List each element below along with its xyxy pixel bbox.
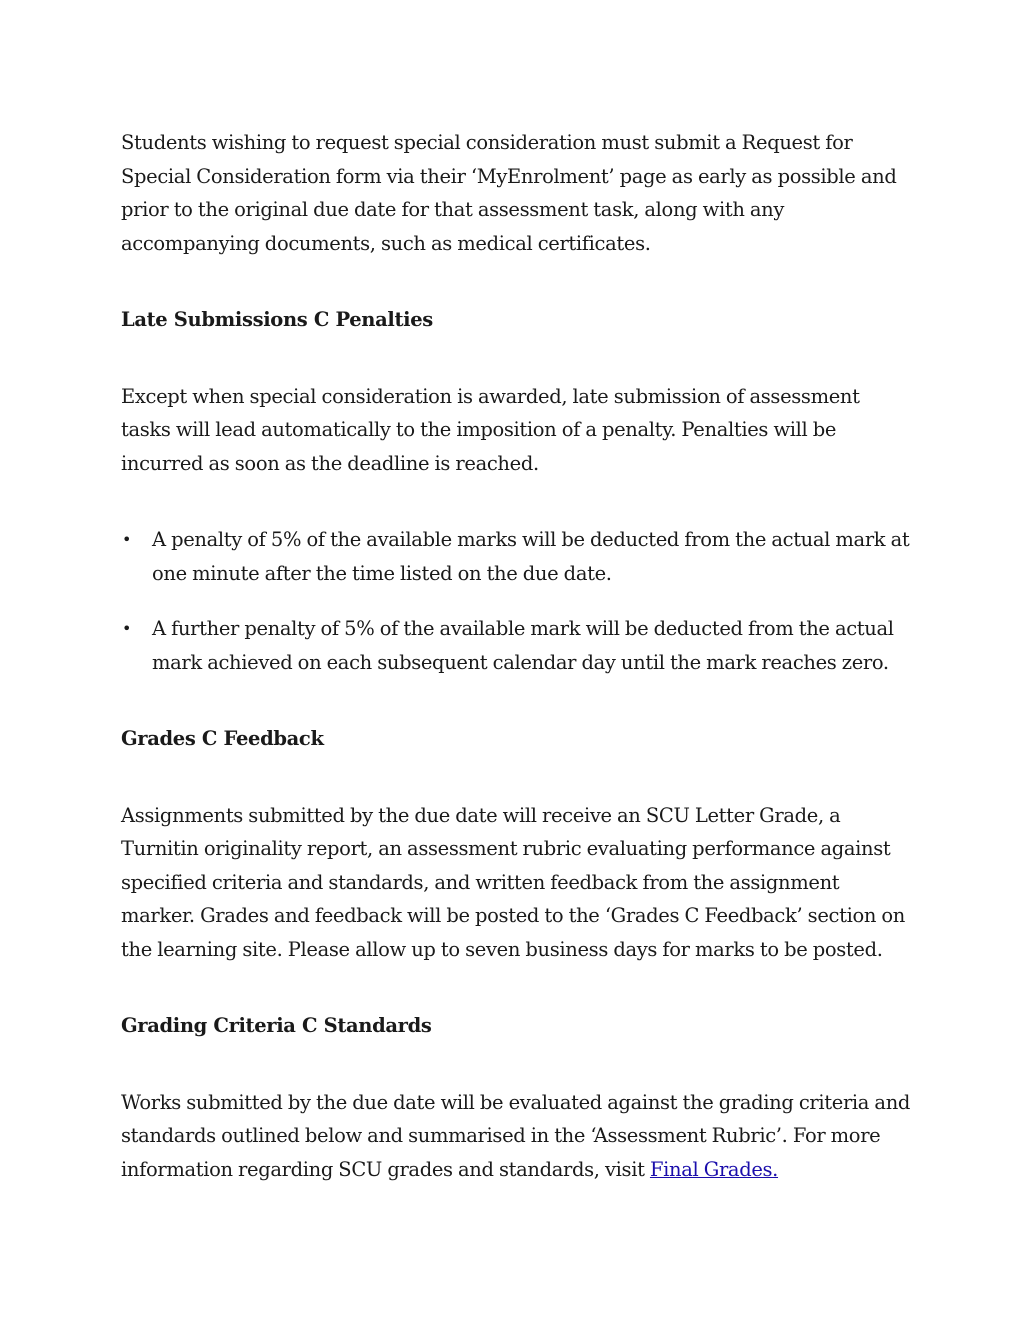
- grades-feedback-paragraph: Assignments submitted by the due date will receive an SCU Letter Grade, a Turnitin originality report, an assessment rubric evaluating performance against specified criteria and standards, and written feedback from the assignment marker. Grades and feedback will be posted to the ‘Grades C Feedback’ section on the learning site. Please allow up to seven business days for marks to be posted.: [121, 803, 906, 961]
- list-item-text: A penalty of 5% of the available marks will be deducted from the actual mark at one minute after the time listed on the due date.: [152, 528, 910, 585]
- spacer: [121, 756, 911, 799]
- grades-feedback-heading: Grades C Feedback: [121, 727, 324, 750]
- spacer: [121, 260, 911, 303]
- list-item: [121, 612, 911, 679]
- spacer: [121, 1043, 911, 1086]
- bullet-icon: •: [122, 619, 132, 638]
- grading-criteria-heading: Grading Criteria C Standards: [121, 1014, 432, 1037]
- spacer: [121, 337, 911, 380]
- spacer: [121, 480, 911, 523]
- intro-paragraph: Students wishing to request special consideration must submit a Request for Special Consideration form via their ‘MyEnrolment’ page as early as possible and prior to the original due date for that assessment task, along with any accompanying documents, such as medical certificates.: [121, 131, 897, 255]
- late-submissions-heading: Late Submissions C Penalties: [121, 308, 433, 331]
- bullet-icon: •: [122, 530, 132, 549]
- penalty-list: [121, 523, 911, 679]
- spacer: [121, 966, 911, 1009]
- grading-criteria-text: Works submitted by the due date will be evaluated against the grading criteria and standards outlined below and summarised in the ‘Assessment Rubric’. For more information regarding SCU grades and standards, visit: [121, 1090, 911, 1181]
- list-item-text: A further penalty of 5% of the available mark will be deducted from the actual mark achieved on each subsequent calendar day until the mark reaches zero.: [152, 617, 894, 674]
- document-page: [121, 126, 911, 1186]
- late-submissions-paragraph: Except when special consideration is awarded, late submission of assessment tasks will lead automatically to the imposition of a penalty. Penalties will be incurred as soon as the deadline is reached.: [121, 384, 860, 475]
- final-grades-link[interactable]: Final Grades.: [649, 1157, 779, 1181]
- grading-criteria-paragraph: [121, 1086, 911, 1187]
- spacer: [121, 679, 911, 722]
- list-item: [121, 523, 911, 590]
